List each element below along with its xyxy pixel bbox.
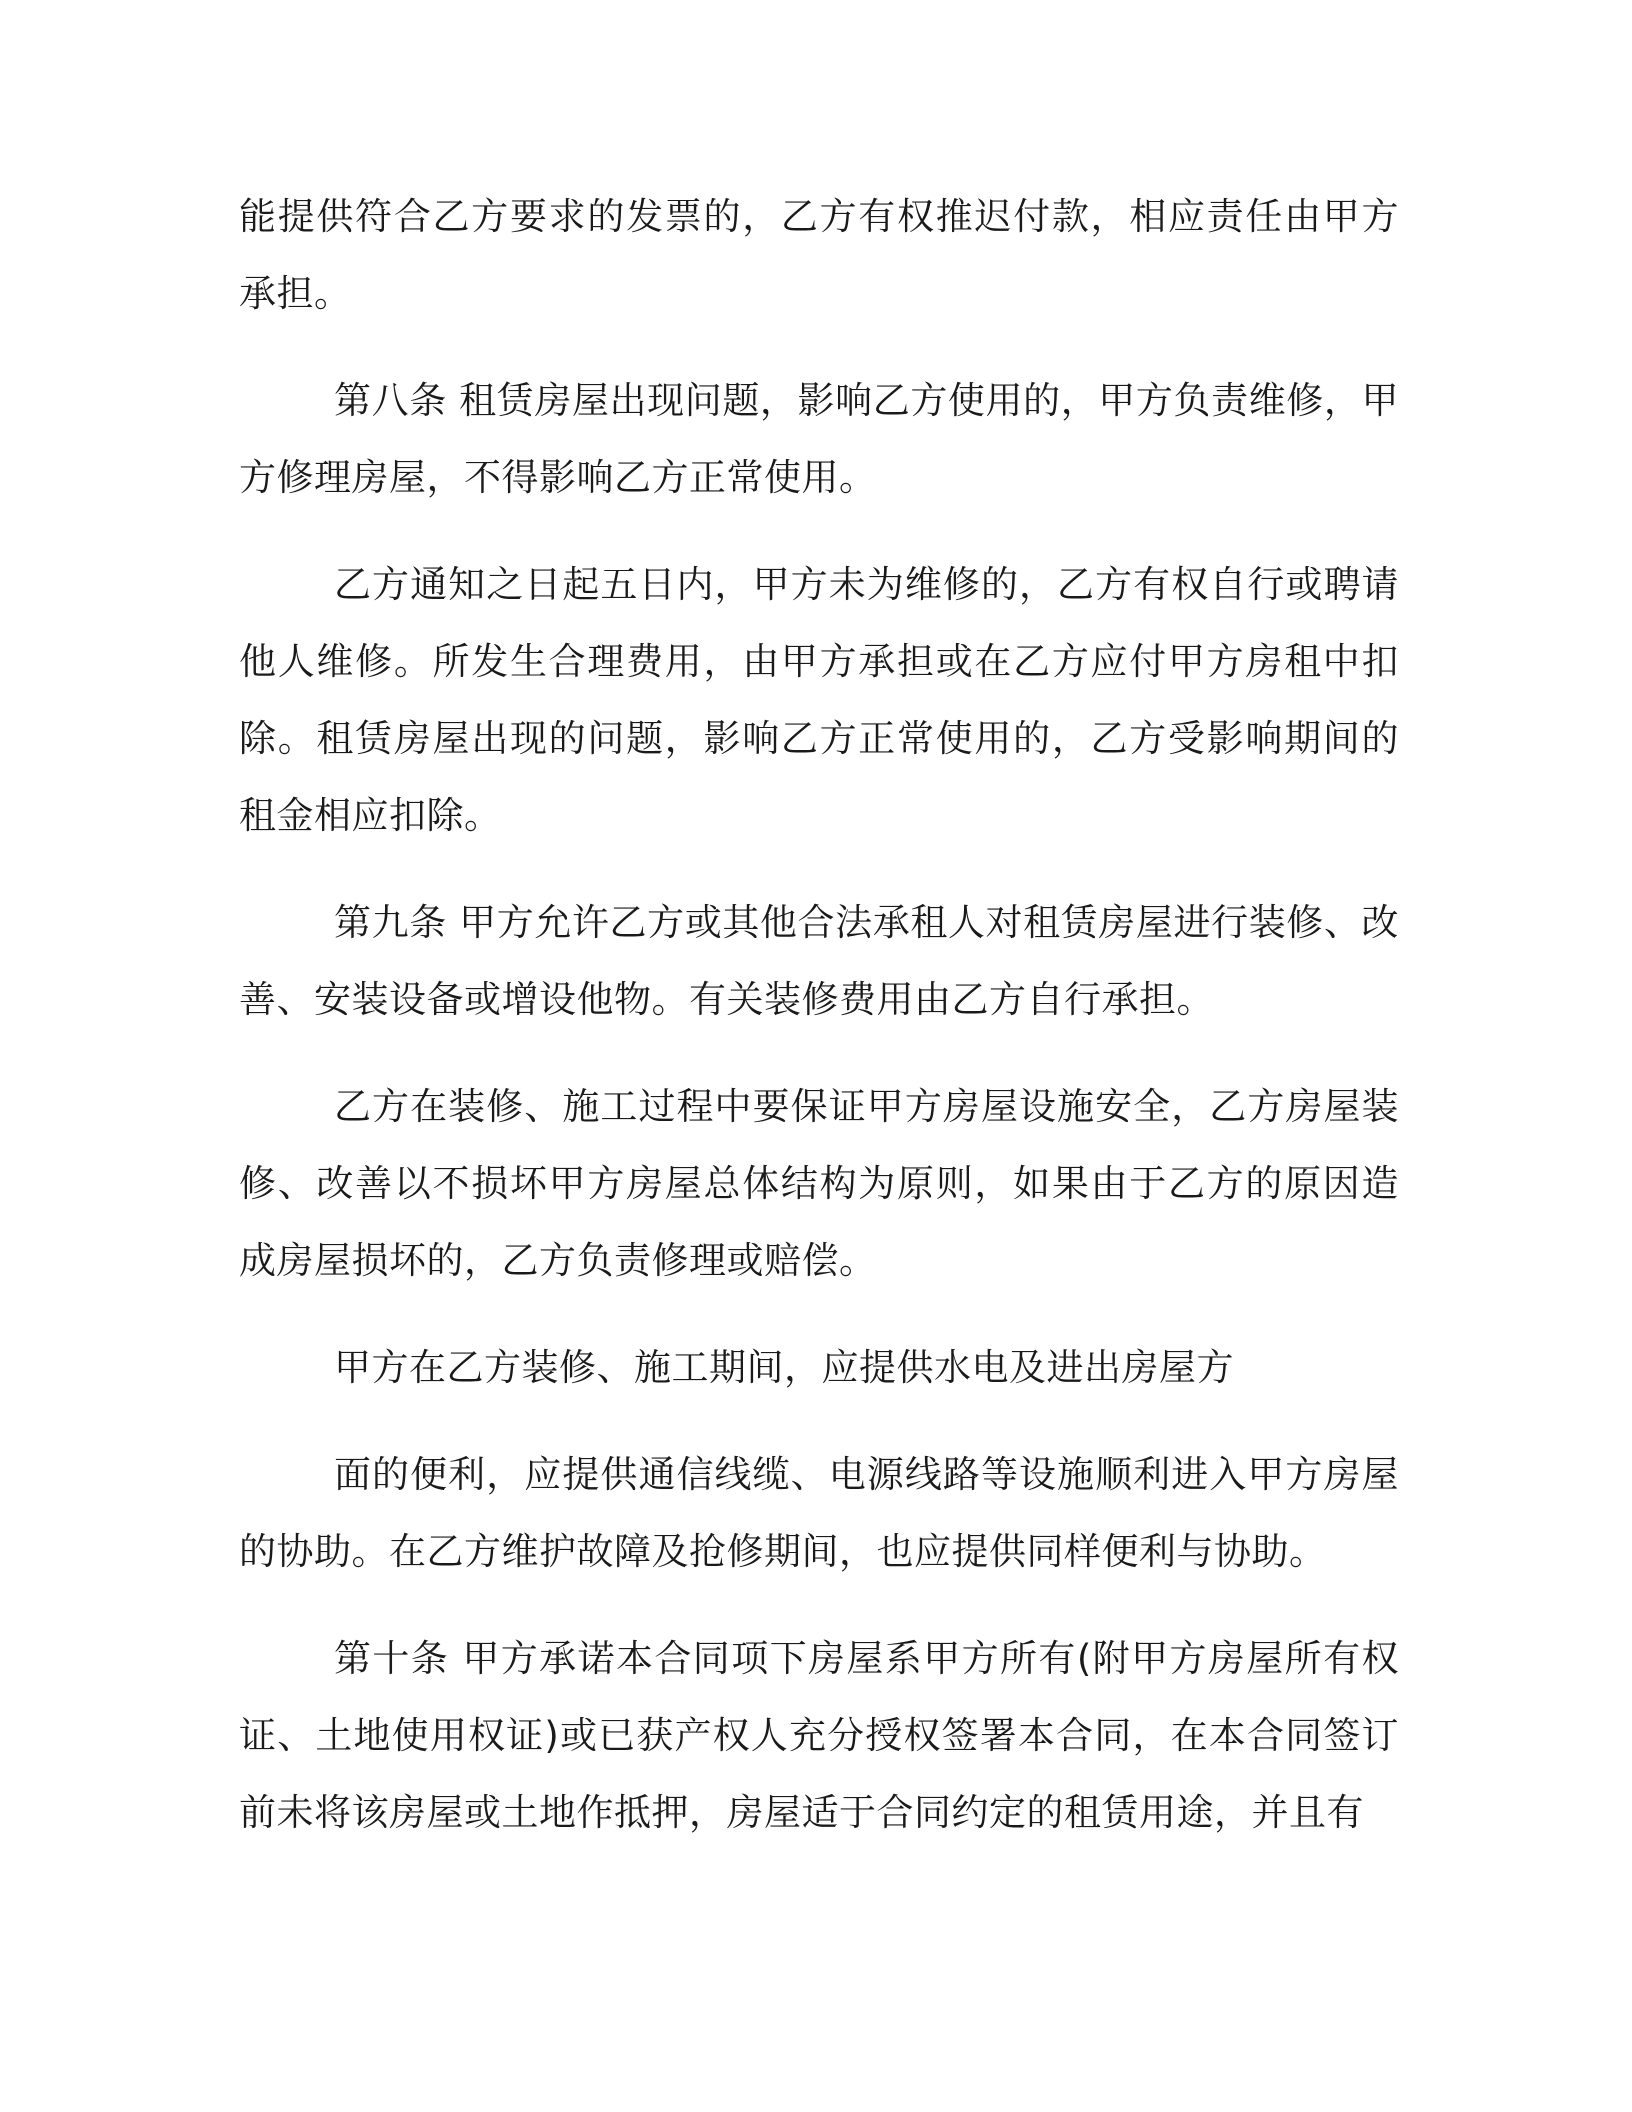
paragraph-article-9: 第九条 甲方允许乙方或其他合法承租人对租赁房屋进行装修、改善、安装设备或增设他物。有关装修费用由乙方自行承担。 (239, 901, 1399, 1021)
paragraph-utilities-access: 甲方在乙方装修、施工期间，应提供水电及进出房屋方 (334, 1346, 1234, 1389)
paragraph-article-8: 第八条 租赁房屋出现问题，影响乙方使用的，甲方负责维修，甲方修理房屋，不得影响乙方正常使用。 (239, 379, 1399, 499)
paragraph-invoice-continuation: 能提供符合乙方要求的发票的，乙方有权推迟付款，相应责任由甲方承担。 (239, 195, 1399, 315)
paragraph-convenience-assistance: 面的便利，应提供通信线缆、电源线路等设施顺利进入甲方房屋的协助。在乙方维护故障及抢修期间，也应提供同样便利与协助。 (239, 1453, 1399, 1573)
document-body (239, 178, 1399, 1881)
paragraph-repair-notice: 乙方通知之日起五日内，甲方未为维修的，乙方有权自行或聘请他人维修。所发生合理费用，由甲方承担或在乙方应付甲方房租中扣除。租赁房屋出现的问题，影响乙方正常使用的，乙方受影响期间的租金相应扣除。 (239, 563, 1399, 837)
paragraph-renovation-safety: 乙方在装修、施工过程中要保证甲方房屋设施安全，乙方房屋装修、改善以不损坏甲方房屋总体结构为原则，如果由于乙方的原因造成房屋损坏的，乙方负责修理或赔偿。 (239, 1085, 1399, 1282)
paragraph-article-10: 第十条 甲方承诺本合同项下房屋系甲方所有(附甲方房屋所有权证、土地使用权证)或已获产权人充分授权签署本合同，在本合同签订前未将该房屋或土地作抵押，房屋适于合同约定的租赁用途，并且有 (239, 1637, 1399, 1834)
